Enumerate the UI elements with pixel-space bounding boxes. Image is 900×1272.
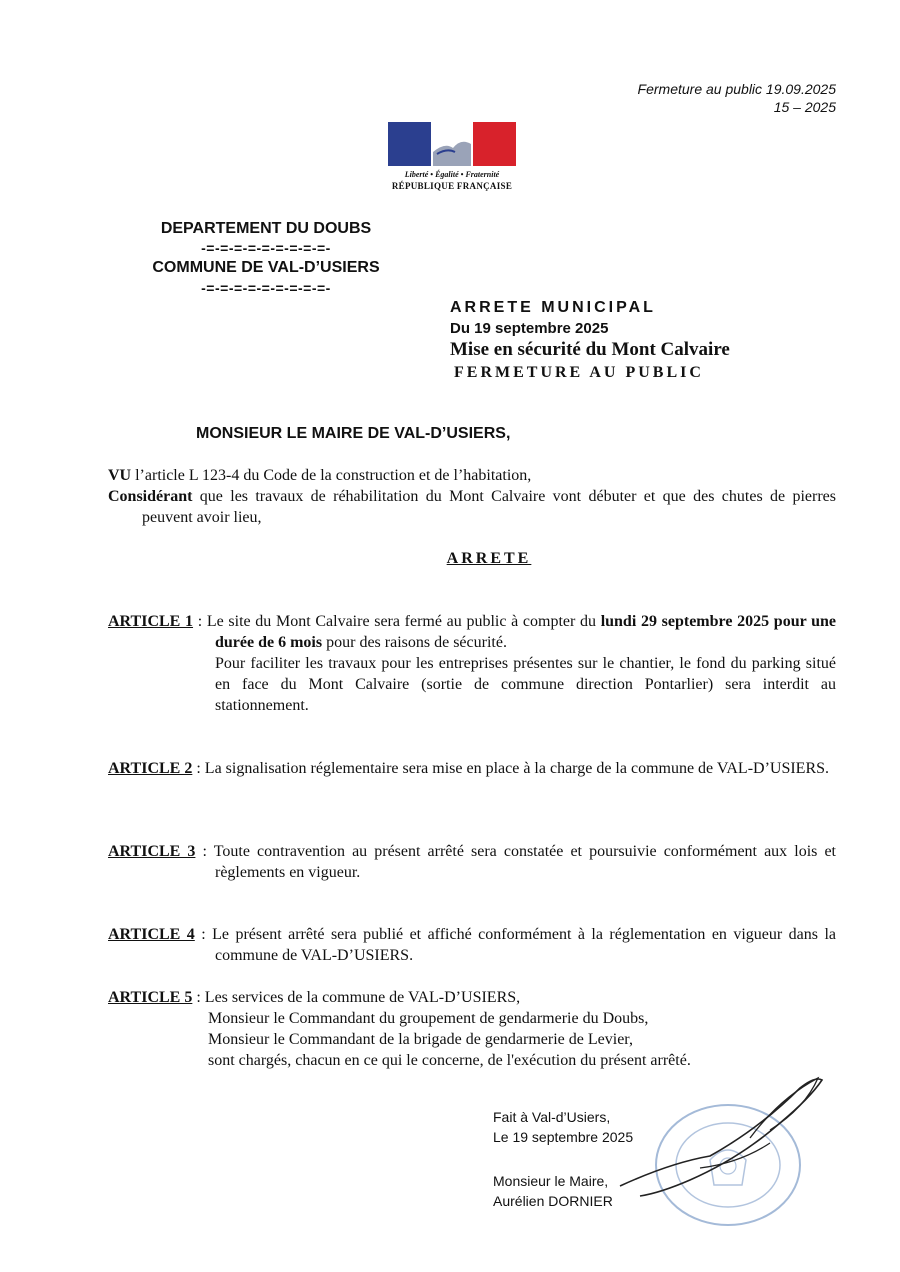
mayor-signature-icon [600,1068,840,1218]
signature-date: Le 19 septembre 2025 [493,1129,634,1145]
considerant-text: que les travaux de réhabilitation du Mont Calvaire vont débuter et que des chutes de pierres peuvent avoir lieu, [142,488,836,526]
article-1-bold: lundi 29 septembre 2025 pour une durée de 6 mois [215,613,836,651]
article-1-text-after: pour des raisons de sécurité. [322,634,507,651]
decree-subject: Mise en sécurité du Mont Calvaire [450,339,730,360]
signature-name: Aurélien DORNIER [493,1193,613,1209]
article-3-text: : Toute contravention au présent arrêté sera constatée et poursuivie conformément aux lois et règlements en vigueur. [195,843,836,881]
signature-title: Monsieur le Maire, [493,1173,609,1189]
commune-name: COMMUNE DE VAL-D’USIERS [152,259,380,276]
logo-republic-label: RÉPUBLIQUE FRANÇAISE [391,181,513,191]
article-1 [108,611,836,716]
article-4-label: ARTICLE 4 [108,926,195,943]
reference-line-2: 15 – 2025 [773,99,836,115]
article-5-line-4: sont chargés, chacun en ce qui le concerne, de l'exécution du présent arrêté. [208,1052,691,1069]
article-3-label: ARTICLE 3 [108,843,196,860]
recital-considerant [108,486,836,528]
article-1-para-2: Pour faciliter les travaux pour les entreprises présentes sur le chantier, le fond du parking situé en face du Mont Calvaire (sortie de commune direction Pontarlier) sera interdit au stationnement. [215,655,836,714]
header-separator-1: -=-=-=-=-=-=-=-=-=- [201,240,331,256]
marianne-flag-icon [388,122,516,166]
signature-block [493,1107,633,1211]
article-2 [108,758,836,779]
article-2-label: ARTICLE 2 [108,760,193,777]
department-name: DEPARTEMENT DU DOUBS [160,220,372,237]
article-5-label: ARTICLE 5 [108,989,193,1006]
article-4-text: : Le présent arrêté sera publié et affiché conformément à la réglementation en vigueur dans la commune de VAL-D’USIERS. [194,926,837,964]
article-4 [108,924,836,966]
vu-label: VU [108,467,132,484]
considerant-label: Considérant [108,488,193,505]
republic-logo [388,122,516,191]
article-3 [108,841,836,883]
decree-closure: FERMETURE AU PUBLIC [454,364,704,381]
article-2-text: : La signalisation réglementaire sera mise en place à la charge de la commune de VAL-D’USIERS. [192,760,830,777]
decree-heading: ARRETE MUNICIPAL [450,299,656,316]
article-1-text-before: : Le site du Mont Calvaire sera fermé au public à compter du [193,613,601,630]
article-1-label: ARTICLE 1 [108,613,194,630]
article-5 [108,987,836,1071]
recital-vu [108,465,836,486]
article-5-line-3: Monsieur le Commandant de la brigade de gendarmerie de Levier, [208,1031,633,1048]
reference-line-1: Fermeture au public 19.09.2025 [637,81,836,97]
logo-motto: Liberté • Égalité • Fraternité [404,170,500,179]
decree-date: Du 19 septembre 2025 [450,320,609,337]
article-5-line-2: Monsieur le Commandant du groupement de gendarmerie du Doubs, [208,1010,649,1027]
header-separator-2: -=-=-=-=-=-=-=-=-=- [201,280,331,296]
mayor-heading: MONSIEUR LE MAIRE DE VAL-D’USIERS, [196,425,511,442]
vu-text: l’article L 123-4 du Code de la construction et de l’habitation, [131,467,532,484]
article-5-line-1: : Les services de la commune de VAL-D’USIERS, [192,989,521,1006]
signature-place: Fait à Val-d’Usiers, [493,1109,611,1125]
reference-block [638,80,836,116]
arrete-title: ARRETE [446,550,532,567]
